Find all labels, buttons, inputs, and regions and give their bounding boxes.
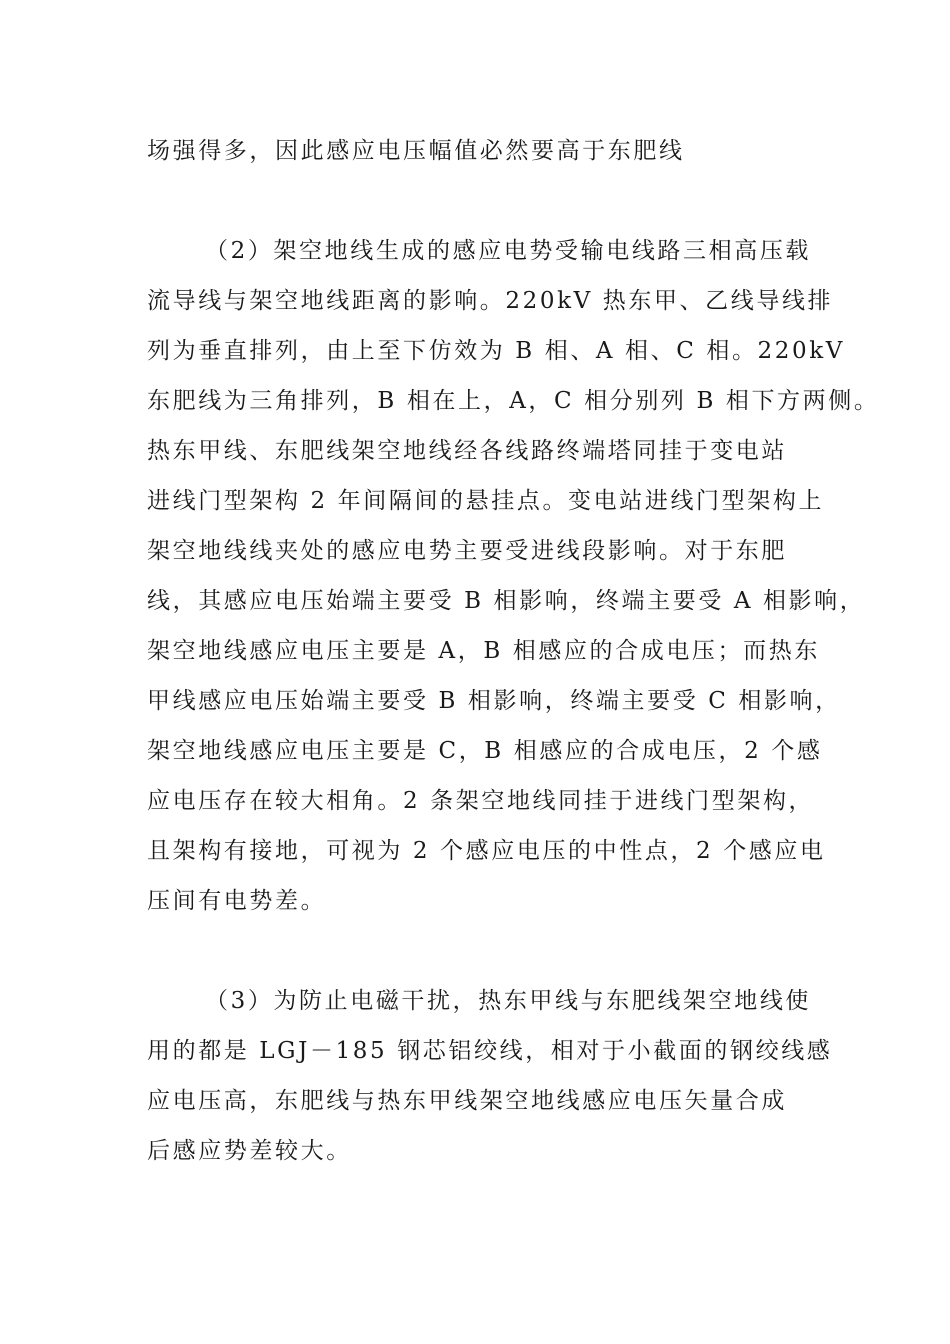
- text-line: 用的都是 LGJ－185 钢芯铝绞线，相对于小截面的钢绞线感: [147, 1038, 833, 1064]
- text-line: 流导线与架空地线距离的影响。220kV 热东甲、乙线导线排: [147, 288, 834, 314]
- text-line: （2）架空地线生成的感应电势受输电线路三相高压载: [205, 238, 812, 264]
- text-line: 架空地线感应电压主要是 C，B 相感应的合成电压，2 个感: [147, 738, 823, 764]
- text-line: 后感应势差较大。: [147, 1138, 352, 1164]
- text-line: 线，其感应电压始端主要受 B 相影响，终端主要受 A 相影响，: [147, 588, 866, 614]
- text-line: 应电压存在较大相角。2 条架空地线同挂于进线门型架构，: [147, 788, 815, 814]
- text-line: （3）为防止电磁干扰，热东甲线与东肥线架空地线使: [205, 988, 812, 1014]
- text-line: 应电压高，东肥线与热东甲线架空地线感应电压矢量合成: [147, 1088, 787, 1114]
- text-line: 压间有电势差。: [147, 888, 327, 914]
- text-line: 且架构有接地，可视为 2 个感应电压的中性点，2 个感应电: [147, 838, 826, 864]
- text-line: 进线门型架构 2 年间隔间的悬挂点。变电站进线门型架构上: [147, 488, 825, 514]
- text-line: 架空地线线夹处的感应电势主要受进线段影响。对于东肥: [147, 538, 787, 564]
- text-line: 热东甲线、东肥线架空地线经各线路终端塔同挂于变电站: [147, 438, 787, 464]
- text-line: 东肥线为三角排列，B 相在上，A，C 相分别列 B 相下方两侧。: [147, 388, 880, 414]
- text-line: 列为垂直排列，由上至下仿效为 B 相、A 相、C 相。220kV: [147, 338, 846, 364]
- text-line: 甲线感应电压始端主要受 B 相影响，终端主要受 C 相影响，: [147, 688, 841, 714]
- text-line: 场强得多，因此感应电压幅值必然要高于东肥线: [147, 138, 685, 164]
- text-line: 架空地线感应电压主要是 A，B 相感应的合成电压；而热东: [147, 638, 820, 664]
